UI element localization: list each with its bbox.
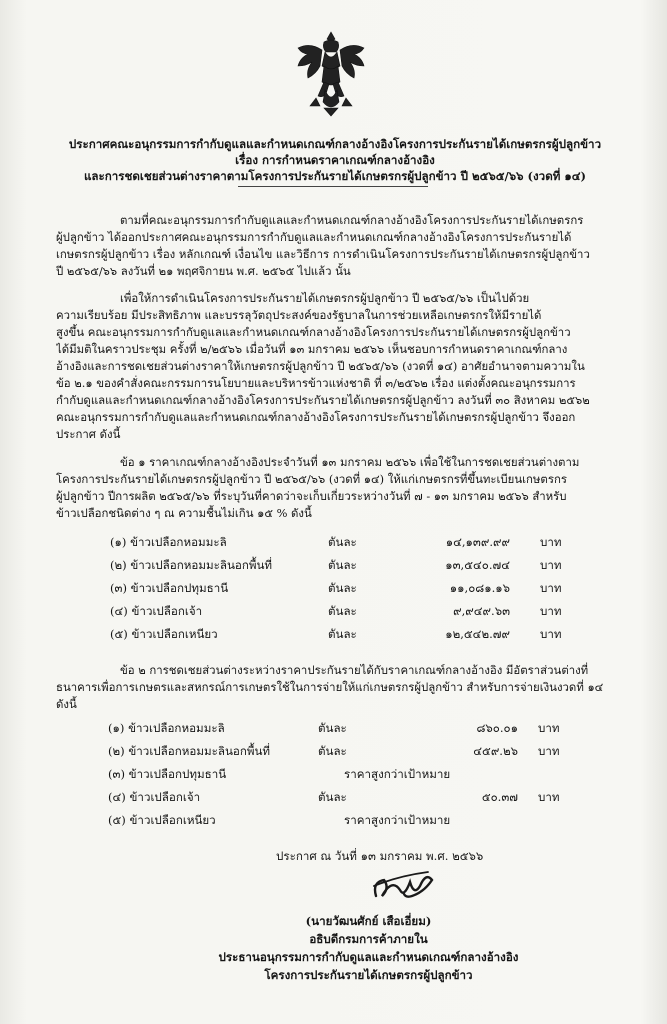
table-row	[110, 603, 580, 623]
text-line: ธนาคารเพื่อการเกษตรและสหกรณ์การเกษตรใช้ในการจ่ายให้แก่เกษตรกรผู้ปลูกข้าว สำหรับการจ่ายเงินงวดที่ ๑๔	[56, 680, 604, 694]
price-value: ๙,๙๔๙.๖๓	[453, 604, 510, 618]
currency: บาท	[538, 721, 560, 735]
header-line-3: และการชดเชยส่วนต่างราคาตามโครงการประกันรายได้เกษตรกรผู้ปลูกข้าว ปี ๒๕๖๕/๖๖ (งวดที่ ๑๔)	[83, 169, 587, 183]
rice-type: (๕) ข้าวเปลือกเหนียว	[110, 627, 218, 641]
announcement-date: ประกาศ ณ วันที่ ๑๓ มกราคม พ.ศ. ๒๕๖๖	[276, 849, 484, 863]
text-line: ได้มีมติในคราวประชุม ครั้งที่ ๒/๒๕๖๖ เมื่อวันที่ ๑๓ มกราคม ๒๕๖๖ เห็นชอบการกำหนดราคาเกณฑ์กลาง	[56, 342, 568, 356]
signer-title-1: อธิบดีกรมการค้าภายใน	[309, 932, 428, 946]
unit: ตันละ	[318, 744, 347, 758]
text-line: คณะอนุกรรมการกำกับดูแลและกำหนดเกณฑ์กลางอ้างอิงโครงการประกันรายได้เกษตรกรผู้ปลูกข้าว จึงออก	[56, 410, 576, 424]
rice-type: (๒) ข้าวเปลือกหอมมะลินอกพื้นที่	[110, 558, 273, 572]
price-value: ๑๓,๕๔๐.๗๔	[445, 558, 510, 572]
price-value: ๑๔,๑๓๙.๙๙	[445, 535, 510, 549]
rice-type: (๒) ข้าวเปลือกหอมมะลินอกพื้นที่	[108, 744, 271, 758]
header-line-2: เรื่อง การกำหนดราคาเกณฑ์กลางอ้างอิง	[235, 153, 435, 167]
text-line: ความเรียบร้อย มีประสิทธิภาพ และบรรลุวัตถุประสงค์ของรัฐบาลในการช่วยเหลือเกษตรกรให้มีรายได้	[56, 308, 542, 322]
header-line-1: ประกาศคณะอนุกรรมการกำกับดูแลและกำหนดเกณฑ์กลางอ้างอิงโครงการประกันรายได้เกษตรกรผู้ปลูกข้าว	[68, 137, 602, 151]
currency: บาท	[540, 558, 562, 572]
currency: บาท	[540, 535, 562, 549]
compensation-value: ๘๖๐.๐๑	[476, 721, 518, 735]
text-line: ข้าวเปลือกชนิดต่าง ๆ ณ ความชื้นไม่เกิน ๑๕ % ดังนี้	[56, 506, 312, 520]
text-line: ข้อ ๒ การชดเชยส่วนต่างระหว่างราคาประกันรายได้กับราคาเกณฑ์กลางอ้างอิง มีอัตราส่วนต่างที่	[120, 663, 589, 677]
text-line: ดังนี้	[56, 697, 77, 711]
price-value: ๑๑,๐๘๑.๑๖	[449, 581, 510, 595]
signer-title-3: โครงการประกันรายได้เกษตรกรผู้ปลูกข้าว	[264, 968, 473, 982]
rice-type: (๑) ข้าวเปลือกหอมมะลิ	[108, 721, 225, 735]
rice-type: (๓) ข้าวเปลือกปทุมธานี	[108, 767, 227, 781]
text-line: ผู้ปลูกข้าว ปีการผลิต ๒๕๖๕/๖๖ ที่ระบุวันที่คาดว่าจะเก็บเกี่ยวระหว่างวันที่ ๗ - ๑๓ มกราคม ๒๕๖๖ สำหรับ	[56, 489, 567, 503]
rice-type: (๔) ข้าวเปลือกเจ้า	[110, 604, 203, 618]
rice-type: (๑) ข้าวเปลือกหอมมะลิ	[110, 535, 227, 549]
rice-type: (๕) ข้าวเปลือกเหนียว	[108, 813, 216, 827]
text-line: เกษตรกรผู้ปลูกข้าว เรื่อง หลักเกณฑ์ เงื่อนไข และวิธีการ การดำเนินโครงการประกันรายได้เกษตรกรผู้ปลูกข้าว	[56, 247, 590, 261]
table-row	[108, 812, 578, 832]
compensation-value: ๕๐.๓๗	[481, 790, 518, 804]
table-row	[110, 626, 580, 646]
currency: บาท	[538, 790, 560, 804]
rice-type: (๔) ข้าวเปลือกเจ้า	[108, 790, 201, 804]
handwritten-signature	[370, 866, 440, 910]
price-note: ราคาสูงกว่าเป้าหมาย	[344, 767, 451, 781]
currency: บาท	[540, 627, 562, 641]
text-line: ข้อ ๑ ราคาเกณฑ์กลางอ้างอิงประจำวันที่ ๑๓ มกราคม ๒๕๖๖ เพื่อใช้ในการชดเชยส่วนต่างตาม	[120, 455, 580, 469]
price-note: ราคาสูงกว่าเป้าหมาย	[344, 813, 451, 827]
text-line: ปี ๒๕๖๕/๖๖ ลงวันที่ ๒๑ พฤศจิกายน พ.ศ. ๒๕๖๕ ไปแล้ว นั้น	[56, 264, 351, 278]
table-row	[108, 766, 578, 786]
garuda-emblem-icon	[294, 28, 368, 118]
paragraph-clause-1	[56, 454, 630, 522]
table-row	[108, 789, 578, 809]
table-row	[108, 743, 578, 763]
unit: ตันละ	[318, 721, 347, 735]
text-line: กำกับดูแลและกำหนดเกณฑ์กลางอ้างอิงโครงการประกันรายได้เกษตรกรผู้ปลูกข้าว ลงวันที่ ๓๐ สิงหาคม ๒๕๖๒	[56, 393, 590, 407]
text-line: ผู้ปลูกข้าว ได้ออกประกาศคณะอนุกรรมการกำกับดูแลและกำหนดเกณฑ์กลางอ้างอิงโครงการประกันรายได้	[56, 230, 572, 244]
unit: ตันละ	[328, 604, 357, 618]
currency: บาท	[540, 604, 562, 618]
paragraph-clause-2	[56, 662, 630, 713]
text-line: สูงขึ้น คณะอนุกรรมการกำกับดูแลและกำหนดเกณฑ์กลางอ้างอิงโครงการประกันรายได้เกษตรกรผู้ปลูกข้าว	[56, 325, 571, 339]
compensation-value: ๔๕๙.๒๖	[473, 744, 518, 758]
signature-block	[0, 912, 667, 984]
text-line: เพื่อให้การดำเนินโครงการประกันรายได้เกษตรกรผู้ปลูกข้าว ปี ๒๕๖๕/๖๖ เป็นไปด้วย	[120, 291, 530, 305]
paragraph-preamble	[56, 212, 630, 280]
header-divider	[238, 186, 428, 187]
unit: ตันละ	[318, 790, 347, 804]
unit: ตันละ	[328, 558, 357, 572]
signer-title-2: ประธานอนุกรรมการกำกับดูแลและกำหนดเกณฑ์กลางอ้างอิง	[218, 950, 519, 964]
text-line: โครงการประกันรายได้เกษตรกรผู้ปลูกข้าว ปี ๒๕๖๕/๖๖ (งวดที่ ๑๔) ให้แก่เกษตรกรที่ขึ้นทะเบียนเกษตรกร	[56, 472, 567, 486]
table-row	[108, 720, 578, 740]
table-row	[110, 534, 580, 554]
signer-name: (นายวัฒนศักย์ เสือเอี่ยม)	[305, 914, 432, 928]
unit: ตันละ	[328, 581, 357, 595]
unit: ตันละ	[328, 535, 357, 549]
text-line: ข้อ ๒.๑ ของคำสั่งคณะกรรมการนโยบายและบริหารข้าวแห่งชาติ ที่ ๓/๒๕๖๒ เรื่อง แต่งตั้งคณะอนุกรรมการ	[56, 376, 576, 390]
rice-type: (๓) ข้าวเปลือกปทุมธานี	[110, 581, 229, 595]
text-line: อ้างอิงและการชดเชยส่วนต่างราคาให้เกษตรกรผู้ปลูกข้าว ปี ๒๕๖๕/๖๖ (งวดที่ ๑๔) อาศัยอำนาจตามความใน	[56, 359, 585, 373]
currency: บาท	[538, 744, 560, 758]
paragraph-resolution	[56, 290, 630, 443]
text-line: ตามที่คณะอนุกรรมการกำกับดูแลและกำหนดเกณฑ์กลางอ้างอิงโครงการประกันรายได้เกษตรกร	[120, 213, 584, 227]
table-row	[110, 557, 580, 577]
unit: ตันละ	[328, 627, 357, 641]
currency: บาท	[540, 581, 562, 595]
table-row	[110, 580, 580, 600]
price-value: ๑๒,๕๔๒.๗๙	[445, 627, 510, 641]
text-line: ประกาศ ดังนี้	[56, 427, 121, 441]
